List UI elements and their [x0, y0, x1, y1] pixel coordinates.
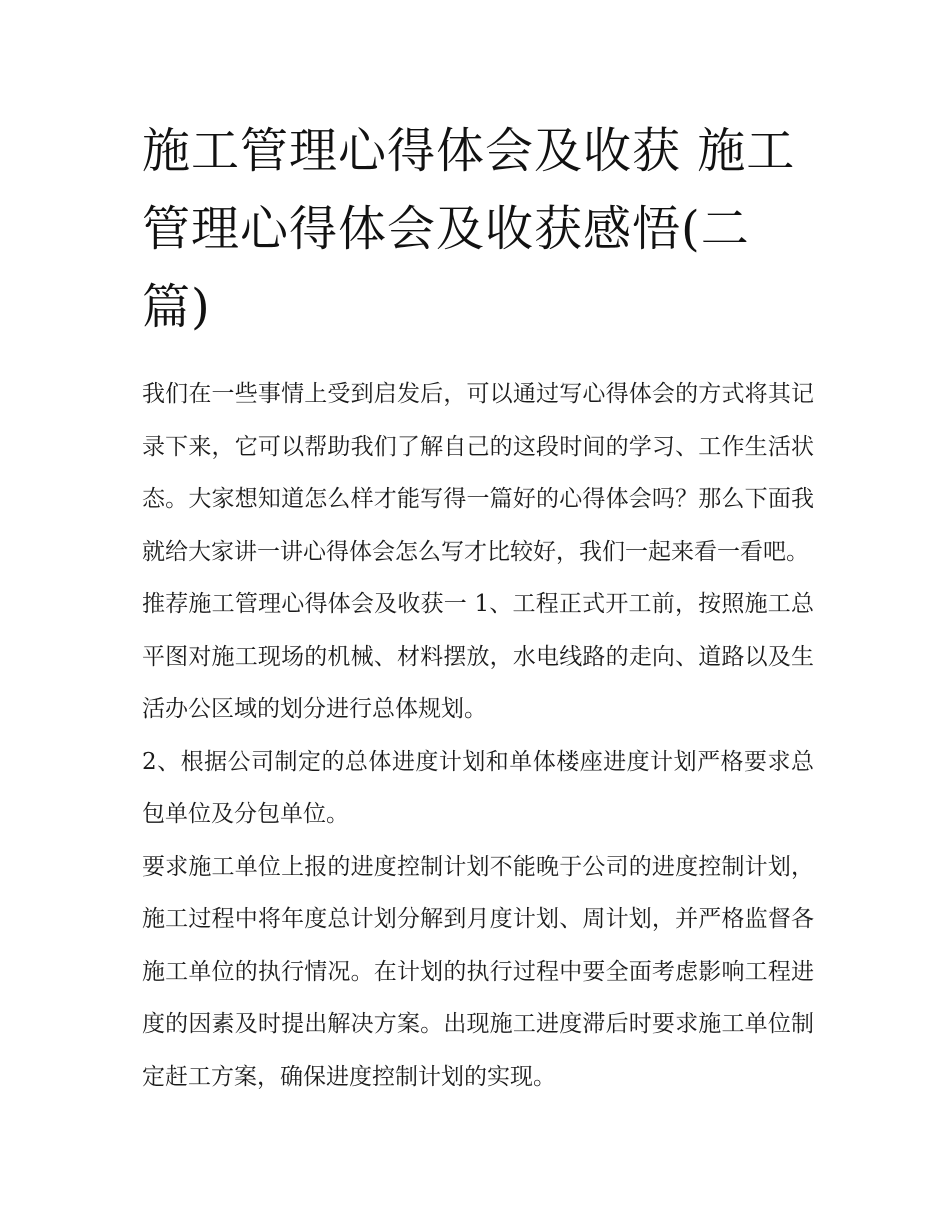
paragraph-item-1: 推荐施工管理心得体会及收获一 1、工程正式开工前，按照施工总平图对施工现场的机械、材料摆放，水电线路的走向、道路以及生活办公区域的划分进行总体规划。: [142, 591, 814, 722]
paragraph-intro: 我们在一些事情上受到启发后，可以通过写心得体会的方式将其记录下来，它可以帮助我们了解自己的这段时间的学习、工作生活状态。大家想知道怎么样才能写得一篇好的心得体会吗？那么下面我就给大家讲一讲心得体会怎么写才比较好，我们一起来看一看吧。: [142, 381, 814, 565]
paragraph-item-2: 2、根据公司制定的总体进度计划和单体楼座进度计划严格要求总包单位及分包单位。: [142, 748, 814, 827]
document-title: 施工管理心得体会及收获 施工管理心得体会及收获感悟(二篇): [142, 123, 796, 335]
paragraph-schedule-control: 要求施工单位上报的进度控制计划不能晚于公司的进度控制计划，施工过程中将年度总计划分解到月度计划、周计划，并严格监督各施工单位的执行情况。在计划的执行过程中要全面考虑影响工程进度的因素及时提出解决方案。出现施工进度滞后时要求施工单位制定赶工方案，确保进度控制计划的实现。: [142, 853, 814, 1090]
document-body: [142, 112, 814, 1103]
